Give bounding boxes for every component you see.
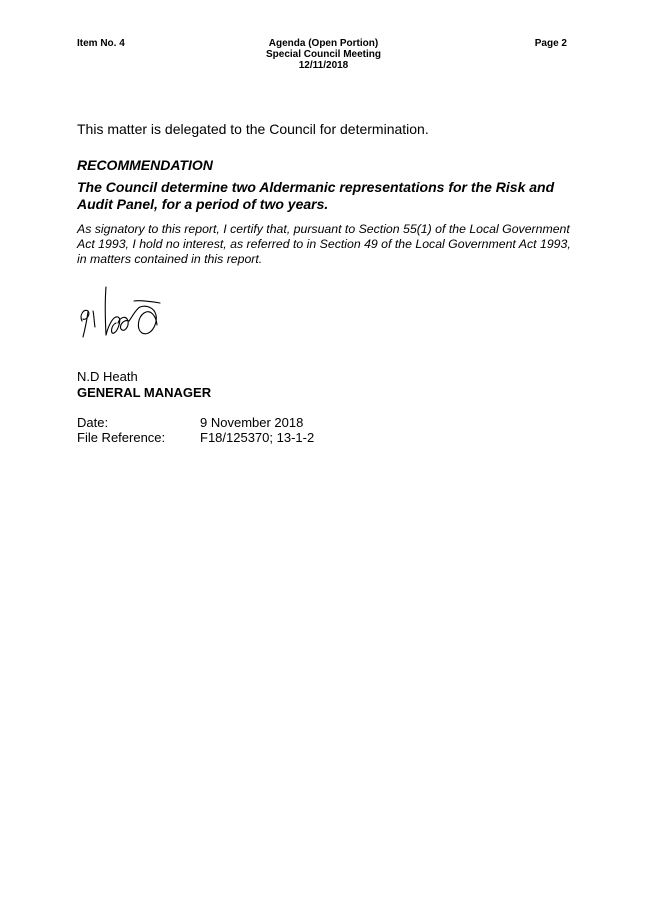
file-reference-label: File Reference:: [77, 430, 166, 445]
intro-paragraph: This matter is delegated to the Council for determination.: [77, 121, 429, 137]
signatory-name: N.D Heath: [77, 369, 138, 384]
date-value: 9 November 2018: [200, 415, 304, 430]
header-meeting: Special Council Meeting: [265, 49, 382, 60]
signature-image: [74, 281, 174, 343]
date-row: [77, 415, 477, 430]
recommendation-heading: RECOMMENDATION: [77, 157, 213, 173]
header-item-number: Item No. 4: [77, 38, 125, 49]
certification-statement: As signatory to this report, I certify that, pursuant to Section 55(1) of the Local Government Act 1993, I hold no interest, as referred to in Section 49 of the Local Government Act 1993, in matters contained in this report.: [77, 222, 571, 266]
file-reference-row: [77, 430, 477, 445]
header-meeting-date: 12/11/2018: [298, 60, 349, 71]
header-page-number: Page 2: [534, 38, 567, 49]
signatory-title: GENERAL MANAGER: [77, 385, 212, 400]
date-label: Date:: [77, 415, 109, 430]
header-agenda: Agenda (Open Portion): [268, 38, 379, 49]
file-reference-value: F18/125370; 13-1-2: [200, 430, 315, 445]
recommendation-text: The Council determine two Aldermanic representations for the Risk and Audit Panel, for a period of two years.: [77, 179, 555, 212]
